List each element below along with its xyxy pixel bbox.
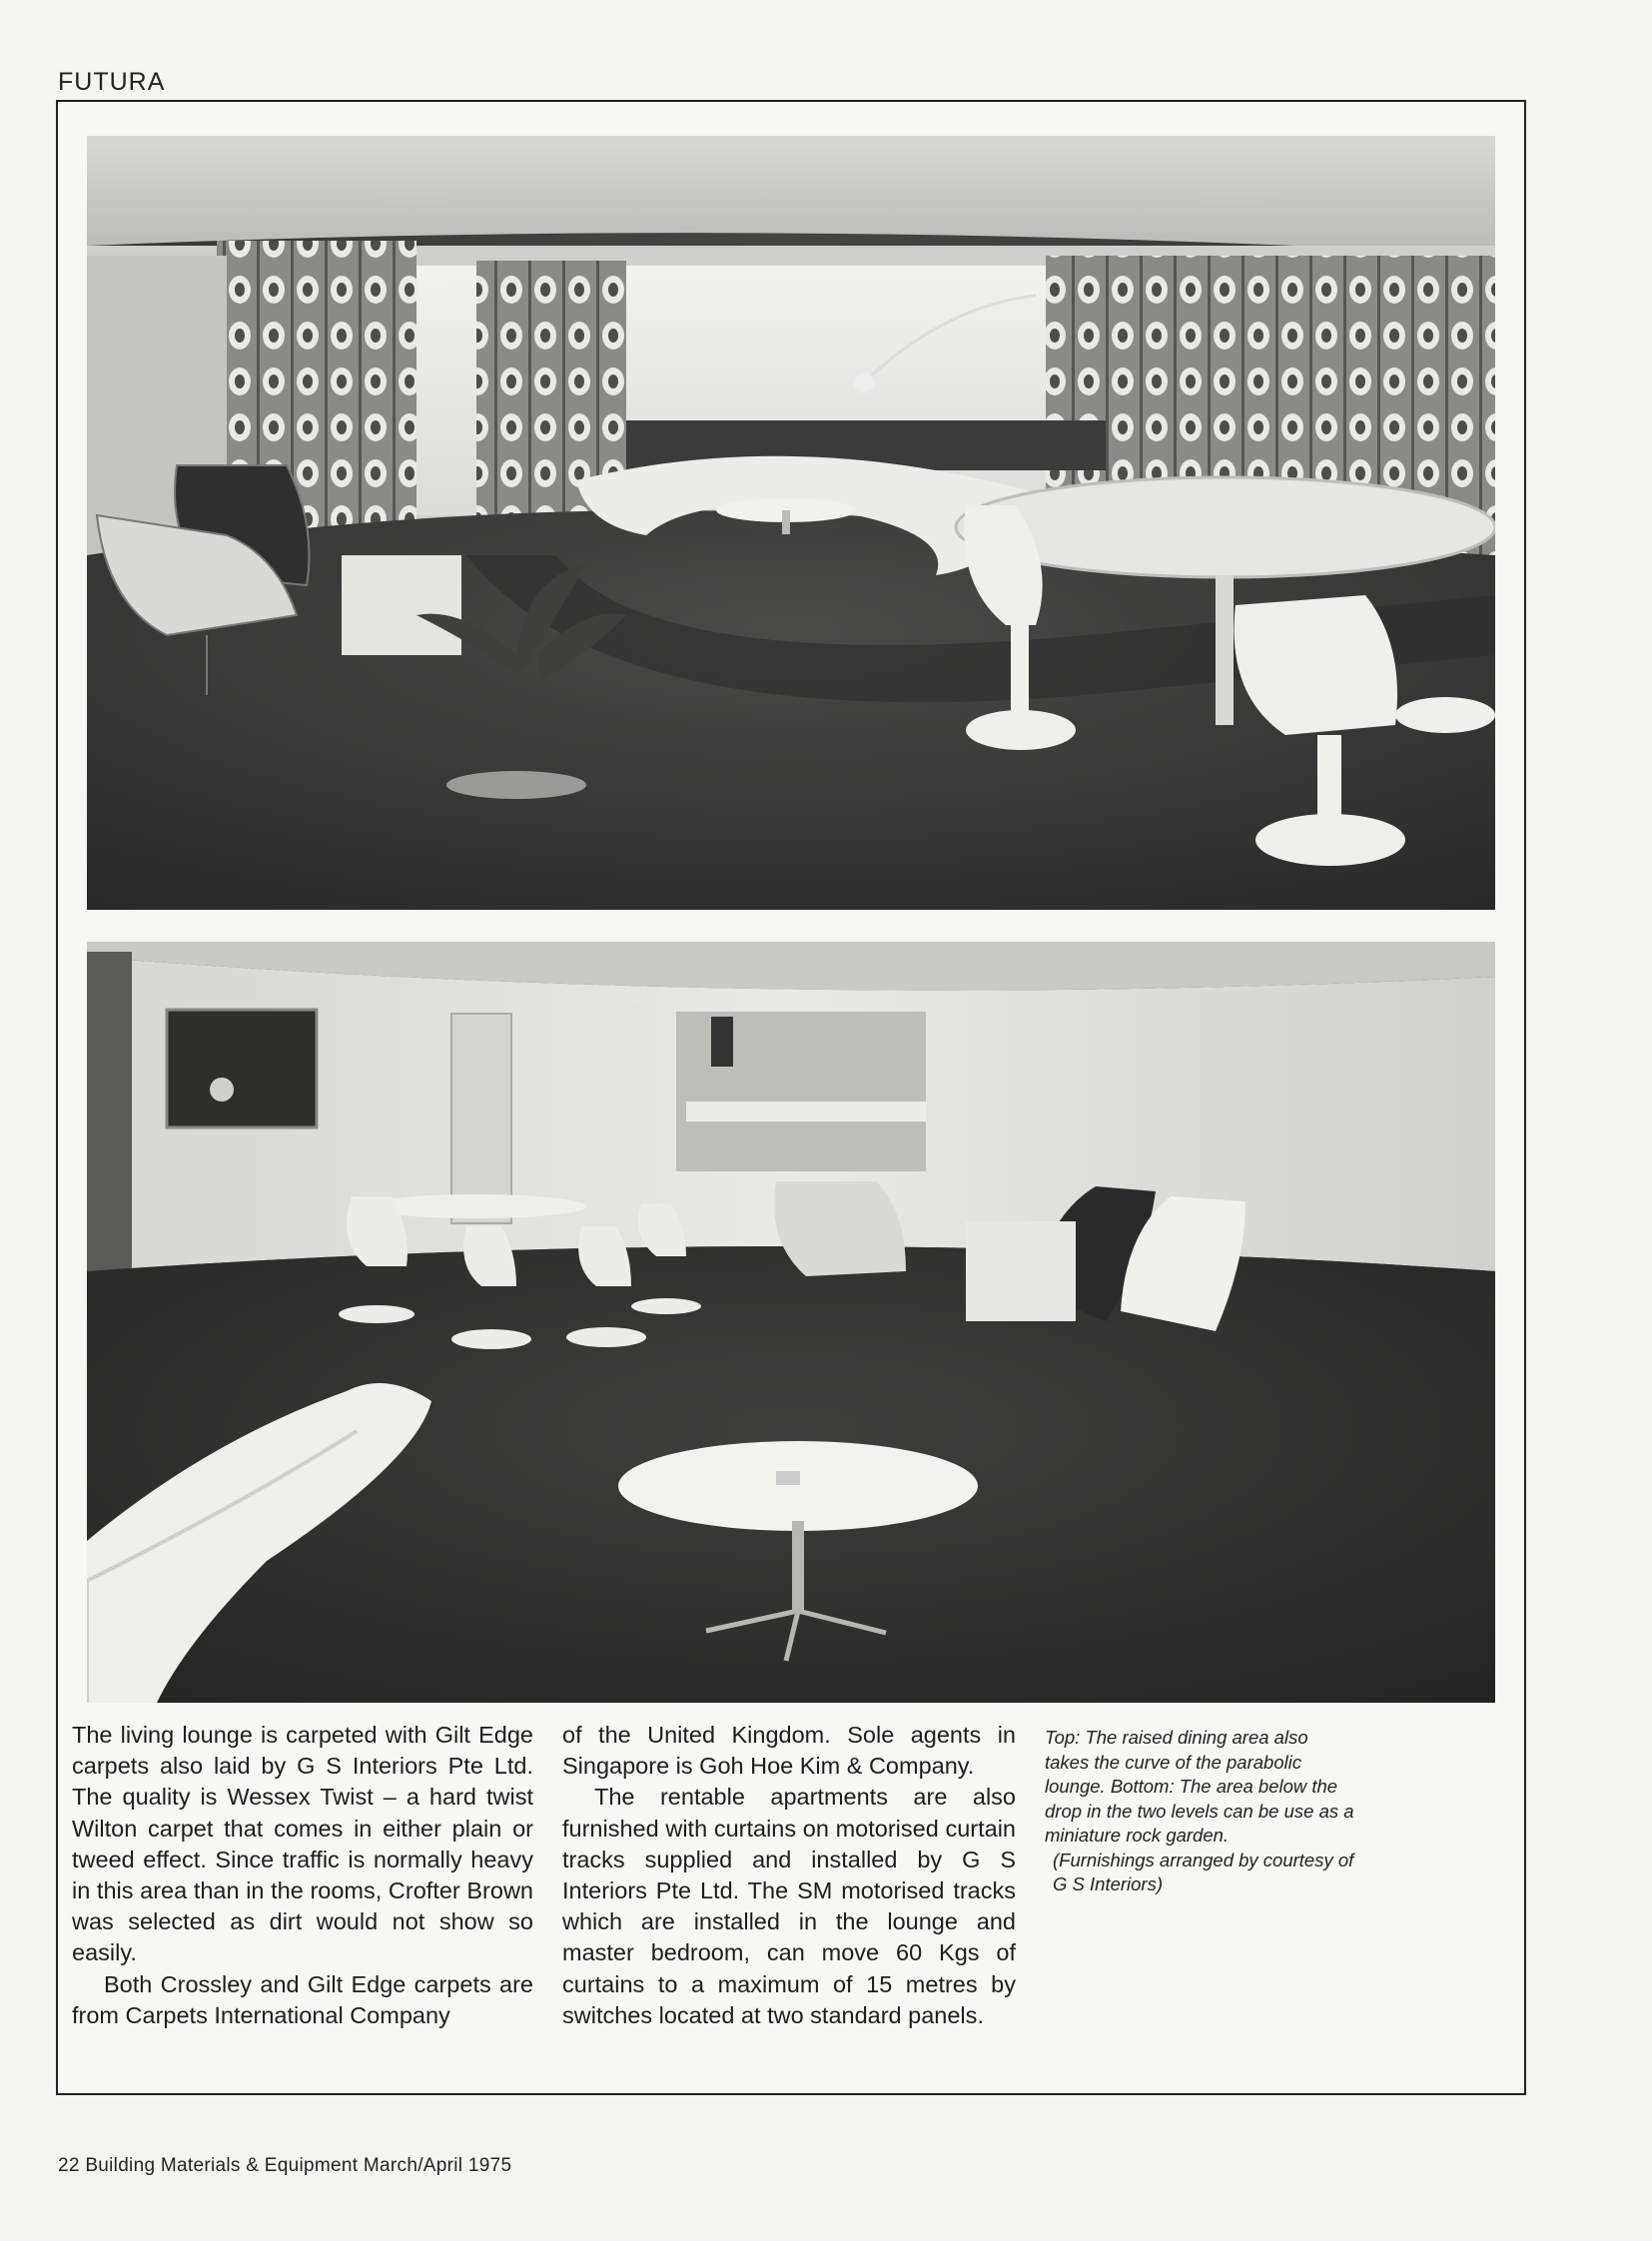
top-photo (87, 136, 1495, 910)
paragraph: The rentable apartments are also furnished with curtains on motorised curtain tracks supplied and installed by G S Interiors Pte Ltd. The SM motorised tracks which are installed in the lounge and master bedroom, can move 60 Kgs of curtains to a maximum of 15 metres by switches located at two standard panels. (562, 1784, 1016, 2028)
lounge-seating-photo-icon (87, 942, 1495, 1703)
article-column-1 (72, 1720, 533, 2031)
page-footer: 22 Building Materials & Equipment March/April 1975 (58, 2155, 512, 2176)
lounge-dining-photo-icon (87, 136, 1495, 910)
section-label: FUTURA (58, 68, 166, 96)
paragraph: Both Crossley and Gilt Edge carpets are from Carpets International Company (72, 1970, 533, 2028)
bottom-photo (87, 942, 1495, 1703)
paragraph: The living lounge is carpeted with Gilt Edge carpets also laid by G S Interiors Pte Ltd. The quality is Wessex Twist – a hard twist Wilton carpet that comes in either plain or tweed effect. Since traffic is normally heavy in this area than in the rooms, Crofter Brown was selected as dirt would not show so easily. (72, 1722, 533, 1966)
article-column-2 (562, 1720, 1016, 2031)
paragraph: of the United Kingdom. Sole agents in Singapore is Goh Hoe Kim & Company. (562, 1722, 1016, 1780)
photo-caption (1045, 1726, 1354, 1897)
caption-text: Top: The raised dining area also takes the curve of the parabolic lounge. Bottom: The area below the drop in the two levels can be use as a miniature rock garden. (1045, 1727, 1354, 1846)
caption-credit: (Furnishings arranged by courtesy of G S Interiors) (1053, 1849, 1354, 1894)
